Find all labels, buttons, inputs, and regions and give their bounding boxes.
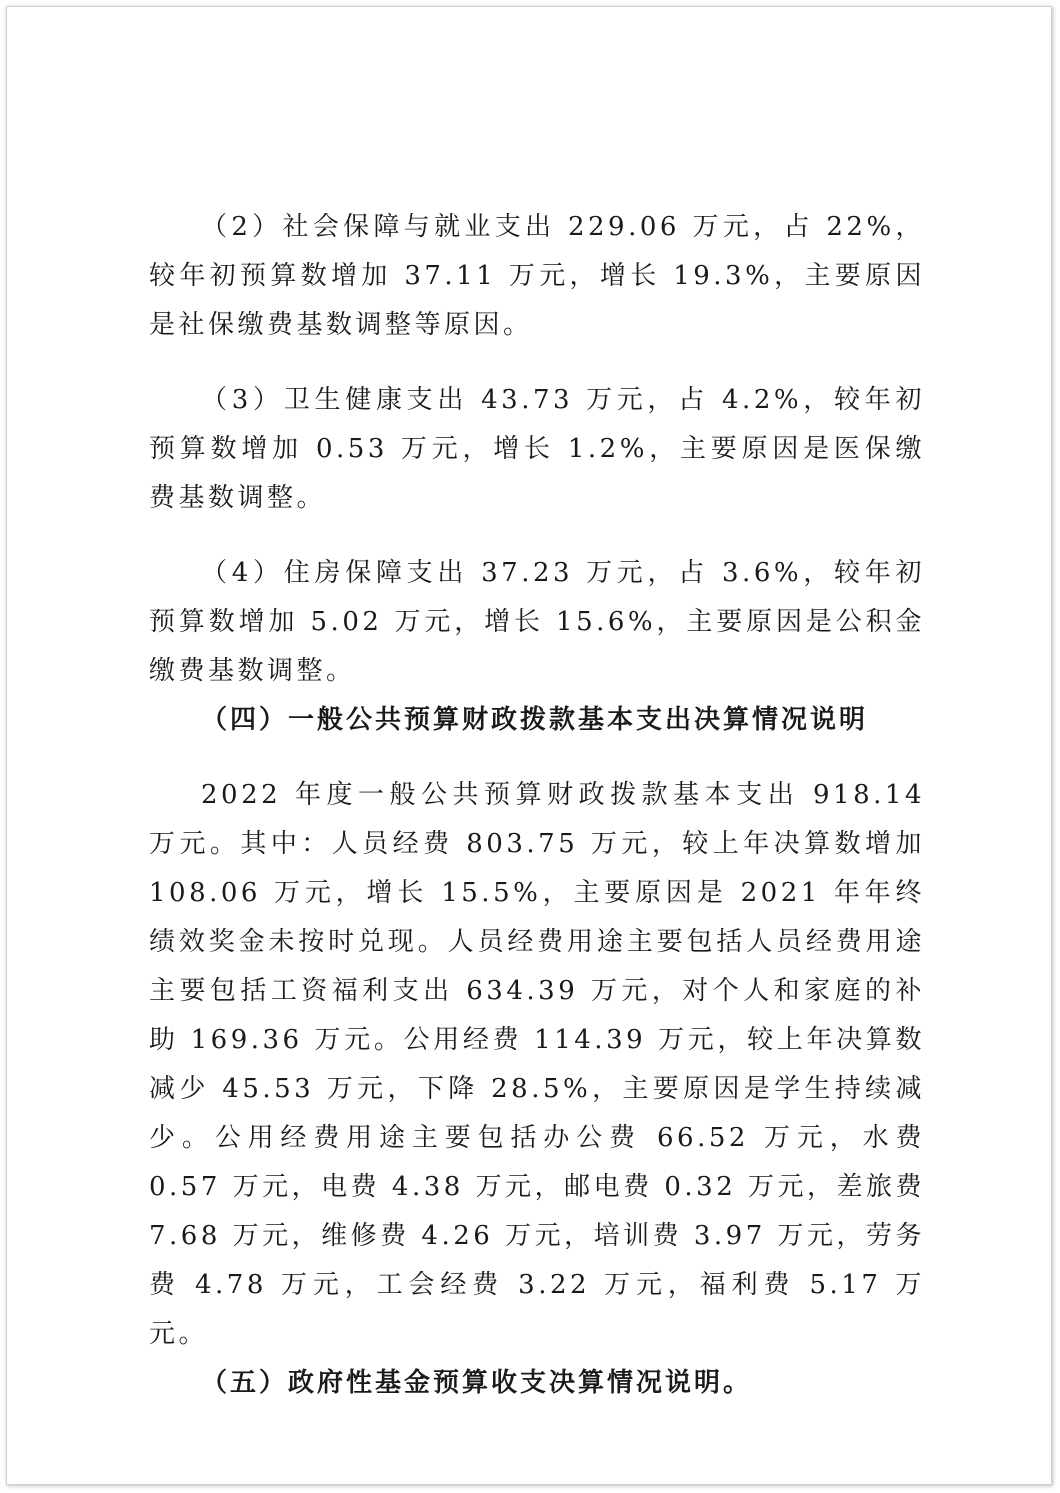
document-body <box>149 203 925 1408</box>
paragraph-housing: （4）住房保障支出 37.23 万元，占 3.6%，较年初预算数增加 5.02 万元，增长 15.6%，主要原因是公积金缴费基数调整。 <box>149 558 925 686</box>
paragraph-basic-expenditure: 2022 年度一般公共预算财政拨款基本支出 918.14 万元。其中：人员经费 803.75 万元，较上年决算数增加 108.06 万元，增长 15.5%，主要原因是 2021 年年终绩效奖金未按时兑现。人员经费用途主要包括人员经费用途主要包括工资福利支出 634.39 万元，对个人和家庭的补助 169.36 万元。公用经费 114.39 万元，较上年决算数减少 45.53 万元，下降 28.5%，主要原因是学生持续减少。公用经费用途主要包括办公费 66.52 万元，水费 0.57 万元，电费 4.38 万元，邮电费 0.32 万元，差旅费 7.68 万元，维修费 4.26 万元，培训费 3.97 万元，劳务费 4.78 万元，工会经费 3.22 万元，福利费 5.17 万元。 <box>149 780 925 1349</box>
section-heading-government-fund: （五）政府性基金预算收支决算情况说明。 <box>201 1368 753 1398</box>
paragraph-social-security: （2）社会保障与就业支出 229.06 万元，占 22%，较年初预算数增加 37.11 万元，增长 19.3%，主要原因是社保缴费基数调整等原因。 <box>149 212 925 340</box>
document-page <box>6 6 1052 1485</box>
paragraph-health: （3）卫生健康支出 43.73 万元，占 4.2%，较年初预算数增加 0.53 万元，增长 1.2%，主要原因是医保缴费基数调整。 <box>149 385 925 513</box>
section-heading-basic-expenditure: （四）一般公共预算财政拨款基本支出决算情况说明 <box>201 705 869 735</box>
